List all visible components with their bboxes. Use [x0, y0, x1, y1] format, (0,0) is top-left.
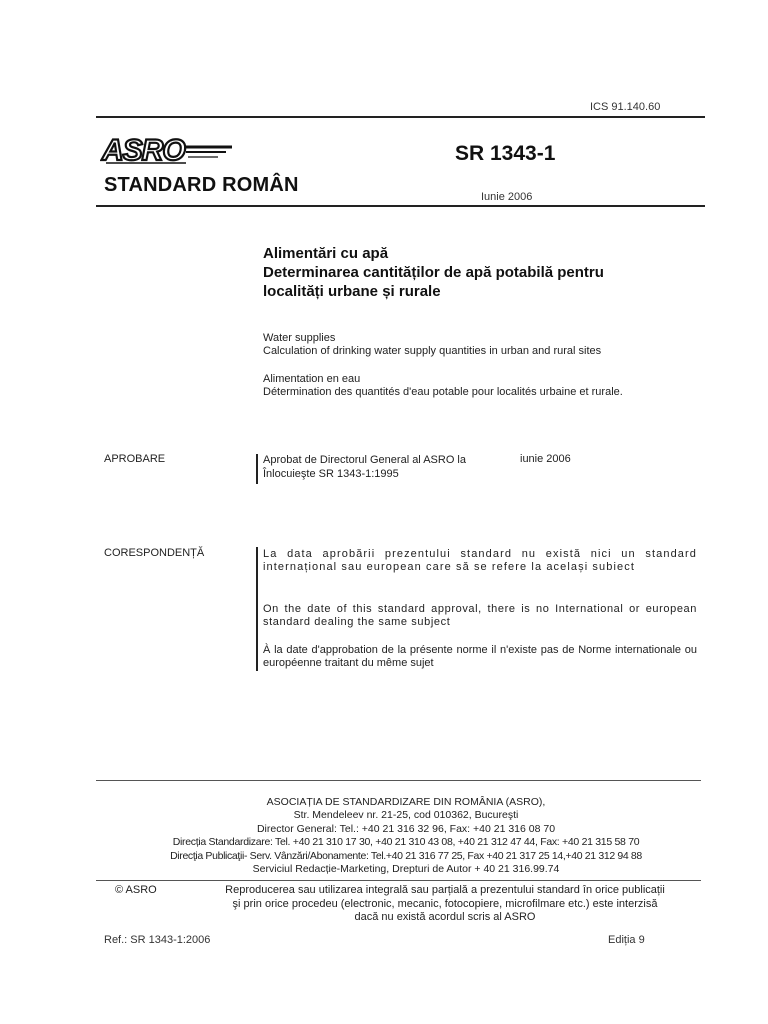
title-en-line: Calculation of drinking water supply quantities in urban and rural sites	[263, 345, 602, 357]
asro-logo	[100, 130, 240, 170]
reference-code: Ref.: SR 1343-1:2006	[104, 934, 211, 946]
asro-address-block	[96, 796, 716, 876]
approval-line: Aprobat de Directorul General al ASRO la	[263, 454, 466, 466]
repro-line: şi prin orice procedeu (electronic, mecanic, fotocopiere, microfilmare etc.) este interzisă	[232, 897, 658, 910]
title-ro-line: Alimentări cu apă	[263, 245, 389, 262]
standard-type-heading: STANDARD ROMÂN	[104, 174, 299, 196]
footer-top-rule	[96, 780, 701, 781]
footer-line: Direcţia Publicaţii- Serv. Vânzări/Abonamente: Tel.+40 21 316 77 25, Fax +40 21 317 25 14,+40 21 312 94 88	[170, 849, 642, 862]
title-ro-line: localități urbane și rurale	[263, 283, 441, 300]
approval-text	[263, 453, 466, 481]
title-en-line: Water supplies	[263, 332, 336, 344]
copyright: © ASRO	[115, 884, 157, 896]
header-bottom-rule	[96, 205, 705, 207]
header-top-rule	[96, 116, 705, 118]
footer-line: Director General: Tel.: +40 21 316 32 96, Fax: +40 21 316 08 70	[256, 822, 556, 835]
correspondence-en: On the date of this standard approval, there is no International or european standard dealing the same subject	[263, 603, 697, 628]
approval-date: iunie 2006	[520, 453, 571, 465]
footer-line: Str. Mendeleev nr. 21-25, cod 010362, Bucureşti	[293, 809, 519, 822]
title-romanian	[263, 244, 703, 301]
approval-bar	[256, 454, 258, 484]
correspondence-label: CORESPONDENȚĂ	[104, 547, 205, 559]
edition-number: Ediția 9	[608, 934, 645, 946]
footer-line: Direcția Standardizare: Tel. +40 21 310 17 30, +40 21 310 43 08, +40 21 312 47 44, Fax: +40 21 315 58 70	[172, 836, 640, 849]
title-english	[263, 332, 601, 358]
repro-line: dacă nu există acordul scris al ASRO	[354, 911, 536, 923]
standard-code: SR 1343-1	[455, 142, 556, 165]
footer-mid-rule	[96, 880, 701, 881]
title-fr-line: Alimentation en eau	[263, 373, 361, 385]
ics-code: ICS 91.140.60	[590, 101, 661, 113]
publication-date: Iunie 2006	[481, 191, 533, 203]
repro-line: Reproducerea sau utilizarea integrală sau parțială a prezentului standard în orice publicații	[225, 884, 665, 896]
title-fr-line: Détermination des quantités d'eau potable pour localités urbaine et rurale.	[263, 386, 623, 398]
correspondence-bar	[256, 547, 258, 671]
correspondence-ro: La data aprobării prezentului standard nu există nici un standard internațional sau european care să se refere la același subiect	[263, 548, 697, 573]
footer-line: Serviciul Redacție-Marketing, Drepturi de Autor + 40 21 316.99.74	[252, 863, 560, 876]
title-french	[263, 373, 623, 399]
approval-label: APROBARE	[104, 453, 166, 465]
reproduction-notice	[190, 884, 700, 925]
correspondence-fr: À la date d'approbation de la présente norme il n'existe pas de Norme internationale ou européenne traitant du même sujet	[263, 644, 697, 669]
replaces-line: Înlocuieşte SR 1343-1:1995	[263, 468, 399, 480]
svg-text:ASRO: ASRO	[102, 134, 185, 167]
footer-line: ASOCIAȚIA DE STANDARDIZARE DIN ROMÂNIA (ASRO),	[266, 796, 546, 808]
title-ro-line: Determinarea cantităților de apă potabilă pentru	[263, 264, 604, 281]
